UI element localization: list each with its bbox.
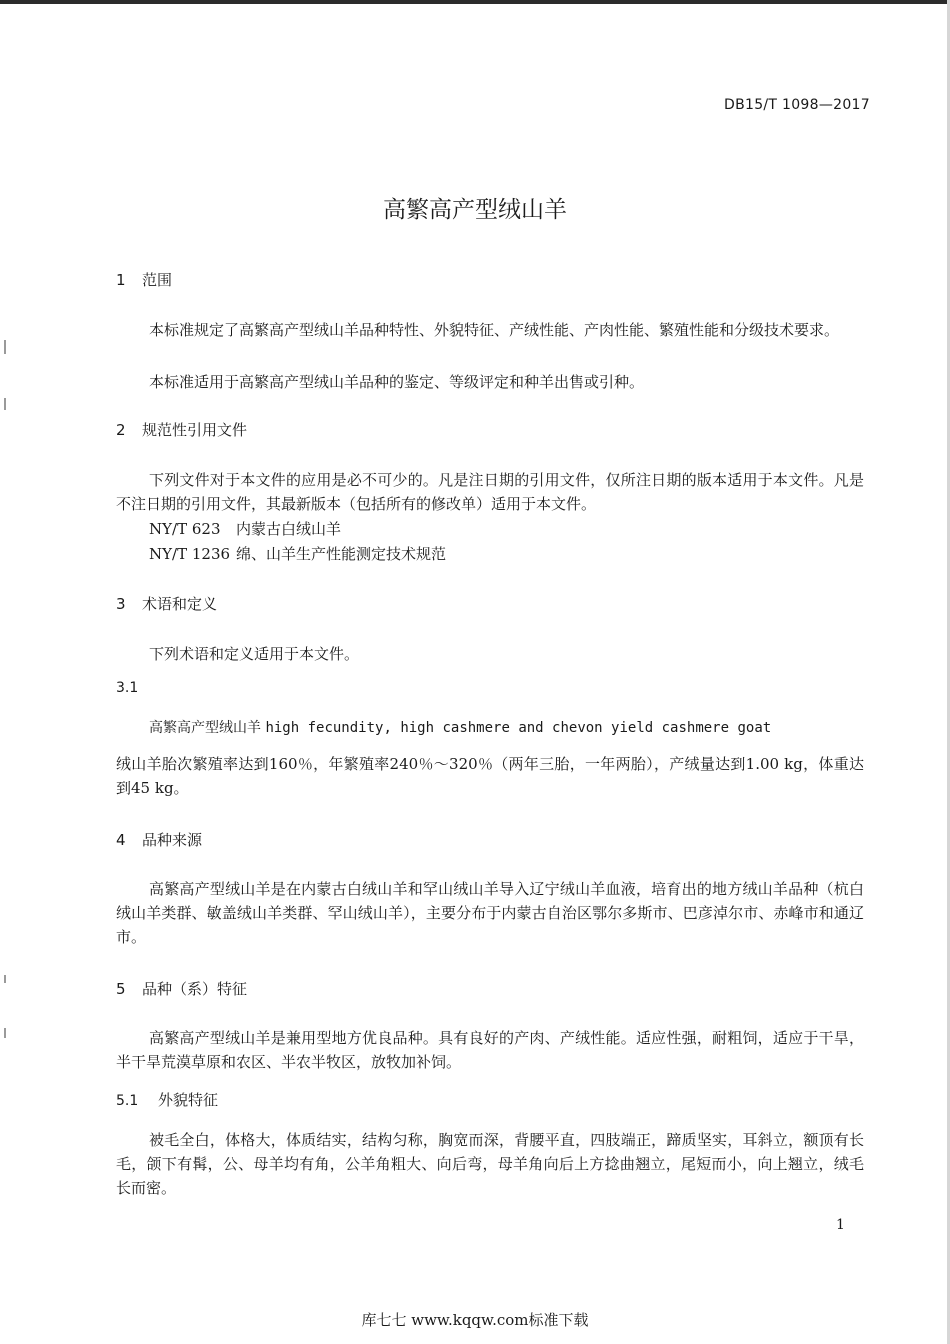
reference-item — [149, 543, 446, 564]
subsection-number: 5.1 — [116, 1093, 139, 1109]
term-entry — [149, 717, 771, 737]
doc-number: DB15/T 1098—2017 — [724, 97, 870, 113]
page-number: 1 — [836, 1217, 845, 1233]
reference-code: NY/T 1236 — [149, 545, 231, 563]
section-4-para-1: 高繁高产型绒山羊是在内蒙古白绒山羊和罕山绒山羊导入辽宁绒山羊血液，培育出的地方绒山羊品种（杭白绒山羊类群、敏盖绒山羊类群、罕山绒山羊），主要分布于内蒙古自治区鄂尔多斯市、巴彦淖尔市、赤峰市和通辽市。 — [116, 880, 864, 946]
section-5-para-1: 高繁高产型绒山羊是兼用型地方优良品种。具有良好的产肉、产绒性能。适应性强，耐粗饲，适应于干旱，半干旱荒漠草原和农区、半农半牧区，放牧加补饲。 — [116, 1029, 864, 1071]
scan-mark — [4, 1028, 6, 1038]
section-title: 品种（系）特征 — [142, 980, 248, 998]
scan-mark — [4, 975, 6, 983]
page-title: 高繁高产型绒山羊 — [383, 197, 567, 223]
reference-code: NY/T 623 — [149, 520, 221, 538]
reference-title: 内蒙古白绒山羊 — [236, 520, 342, 538]
section-3-heading — [116, 593, 217, 614]
section-title: 规范性引用文件 — [142, 421, 248, 439]
section-2-heading — [116, 419, 247, 440]
section-1-para-1: 本标准规定了高繁高产型绒山羊品种特性、外貌特征、产绒性能、产肉性能、繁殖性能和分级技术要求。 — [149, 321, 840, 339]
term-definition: 绒山羊胎次繁殖率达到160％，年繁殖率240％～320％（两年三胎，一年两胎），产绒量达到1.00 kg，体重达到45 kg。 — [116, 755, 864, 797]
section-title: 范围 — [142, 271, 173, 289]
section-5-heading — [116, 978, 247, 999]
footer-watermark: 库七七 www.kqqw.com标准下载 — [361, 1311, 589, 1329]
subsection-title: 外貌特征 — [158, 1091, 219, 1109]
term-chinese: 高繁高产型绒山羊 — [149, 720, 261, 736]
subsection-3-1-number: 3.1 — [116, 680, 139, 696]
section-number: 5 — [116, 980, 126, 998]
scan-top-edge — [0, 0, 950, 4]
section-3-para-1: 下列术语和定义适用于本文件。 — [149, 645, 360, 663]
section-title: 品种来源 — [142, 831, 203, 849]
scan-mark — [4, 398, 6, 410]
section-2-para-1: 下列文件对于本文件的应用是必不可少的。凡是注日期的引用文件，仅所注日期的版本适用于本文件。凡是不注日期的引用文件，其最新版本（包括所有的修改单）适用于本文件。 — [116, 471, 864, 513]
section-number: 3 — [116, 595, 126, 613]
scan-mark — [4, 340, 6, 354]
section-1-para-2: 本标准适用于高繁高产型绒山羊品种的鉴定、等级评定和种羊出售或引种。 — [149, 373, 645, 391]
subsection-5-1-heading — [116, 1089, 218, 1110]
section-1-heading — [116, 269, 172, 290]
section-4-heading — [116, 829, 202, 850]
section-number: 1 — [116, 271, 126, 289]
subsection-5-1-para: 被毛全白，体格大，体质结实，结构匀称，胸宽而深，背腰平直，四肢端正，蹄质坚实，耳斜立，额顶有长毛，颌下有髯，公、母羊均有角，公羊角粗大、向后弯，母羊角向后上方捻曲翘立，尾短而小，向上翘立，绒毛长而密。 — [116, 1131, 864, 1197]
reference-item — [149, 518, 341, 539]
term-english: high fecundity, high cashmere and chevon yield cashmere goat — [265, 720, 772, 736]
section-number: 2 — [116, 421, 126, 439]
section-title: 术语和定义 — [142, 595, 218, 613]
section-number: 4 — [116, 831, 126, 849]
reference-title: 绵、山羊生产性能测定技术规范 — [236, 545, 447, 563]
